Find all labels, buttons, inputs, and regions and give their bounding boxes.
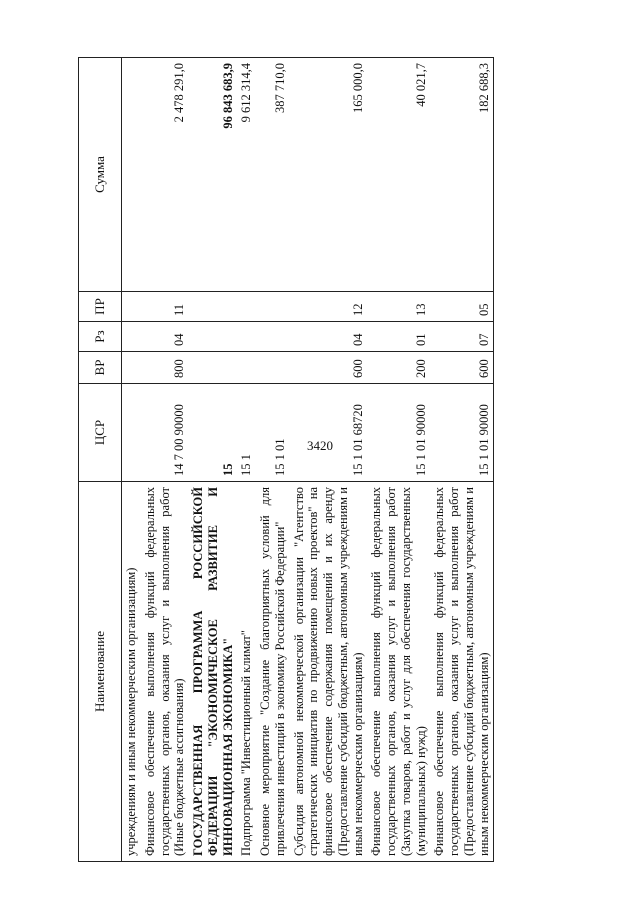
row-pr bbox=[237, 292, 256, 322]
row-sum: 2 478 291,0 bbox=[141, 58, 189, 292]
row-rz: 04 bbox=[290, 322, 368, 352]
row-csr: 15 bbox=[189, 384, 237, 482]
row-pr: 12 bbox=[290, 292, 368, 322]
row-vr bbox=[189, 352, 237, 384]
row-sum bbox=[122, 58, 141, 292]
row-name: Субсидия автономной некоммерческой организации "Агентство стратегических инициатив по продвижению новых проектов" на финансовое обеспечение содержания помещений и их аренду (Предоставление субсидий бюджетным, автономным учреждениям и иным некоммерческим организациям) bbox=[290, 482, 368, 862]
row-rz: 04 bbox=[141, 322, 189, 352]
row-name: Финансовое обеспечение выполнения функций федеральных государственных органов, оказания услуг и выполнения работ (Предоставление субсидий бюджетным, автономным учреждениям и иным некоммерческим организациям) bbox=[430, 482, 494, 862]
row-name: Финансовое обеспечение выполнения функций федеральных государственных органов, оказания услуг и выполнения работ (Иные бюджетные ассигнования) bbox=[141, 482, 189, 862]
row-vr: 600 bbox=[430, 352, 494, 384]
row-rz: 07 bbox=[430, 322, 494, 352]
row-csr: 15 1 bbox=[237, 384, 256, 482]
table-row bbox=[256, 58, 290, 862]
row-name: Финансовое обеспечение выполнения функций федеральных государственных органов, оказания услуг и выполнения работ (Закупка товаров, работ и услуг для обеспечения государственных (муниципальных) нужд) bbox=[367, 482, 430, 862]
budget-table bbox=[78, 57, 494, 862]
row-pr: 05 bbox=[430, 292, 494, 322]
row-vr: 200 bbox=[367, 352, 430, 384]
row-csr: 15 1 01 68720 bbox=[290, 384, 368, 482]
table-header-row bbox=[79, 58, 122, 862]
row-pr bbox=[189, 292, 237, 322]
row-pr: 11 bbox=[141, 292, 189, 322]
row-sum: 40 021,7 bbox=[367, 58, 430, 292]
row-csr: 15 1 01 90000 bbox=[367, 384, 430, 482]
row-name: ГОСУДАРСТВЕННАЯ ПРОГРАММА РОССИЙСКОЙ ФЕДЕРАЦИИ "ЭКОНОМИЧЕСКОЕ РАЗВИТИЕ И ИННОВАЦИОННАЯ ЭКОНОМИКА" bbox=[189, 482, 237, 862]
row-sum: 387 710,0 bbox=[256, 58, 290, 292]
table-row bbox=[122, 58, 141, 862]
row-rz: 01 bbox=[367, 322, 430, 352]
row-rz bbox=[189, 322, 237, 352]
row-sum: 96 843 683,9 bbox=[189, 58, 237, 292]
row-pr bbox=[256, 292, 290, 322]
table-row bbox=[189, 58, 237, 862]
row-sum: 182 688,3 bbox=[430, 58, 494, 292]
header-rz: Рз bbox=[79, 322, 122, 352]
row-csr: 15 1 01 bbox=[256, 384, 290, 482]
row-vr: 800 bbox=[141, 352, 189, 384]
row-vr bbox=[237, 352, 256, 384]
row-name: Подпрограмма "Инвестиционный климат" bbox=[237, 482, 256, 862]
row-name: учреждениям и иным некоммерческим организациям) bbox=[122, 482, 141, 862]
budget-table-rotated bbox=[78, 58, 626, 862]
table-row bbox=[367, 58, 430, 862]
row-rz bbox=[256, 322, 290, 352]
header-pr: ПР bbox=[79, 292, 122, 322]
row-csr bbox=[122, 384, 141, 482]
row-pr bbox=[122, 292, 141, 322]
table-row bbox=[290, 58, 368, 862]
row-vr: 600 bbox=[290, 352, 368, 384]
row-sum: 9 612 314,4 bbox=[237, 58, 256, 292]
page-number: 3420 bbox=[307, 438, 333, 453]
row-vr bbox=[256, 352, 290, 384]
row-rz bbox=[122, 322, 141, 352]
header-sum: Сумма bbox=[79, 58, 122, 292]
row-sum: 165 000,0 bbox=[290, 58, 368, 292]
row-name: Основное мероприятие "Создание благоприятных условий для привлечения инвестиций в экономику Российской Федерации" bbox=[256, 482, 290, 862]
table-row bbox=[237, 58, 256, 862]
header-vr: ВР bbox=[79, 352, 122, 384]
row-vr bbox=[122, 352, 141, 384]
header-name: Наименование bbox=[79, 482, 122, 862]
table-row bbox=[141, 58, 189, 862]
header-csr: ЦСР bbox=[79, 384, 122, 482]
row-rz bbox=[237, 322, 256, 352]
row-csr: 15 1 01 90000 bbox=[430, 384, 494, 482]
row-csr: 14 7 00 90000 bbox=[141, 384, 189, 482]
table-row bbox=[430, 58, 494, 862]
row-pr: 13 bbox=[367, 292, 430, 322]
